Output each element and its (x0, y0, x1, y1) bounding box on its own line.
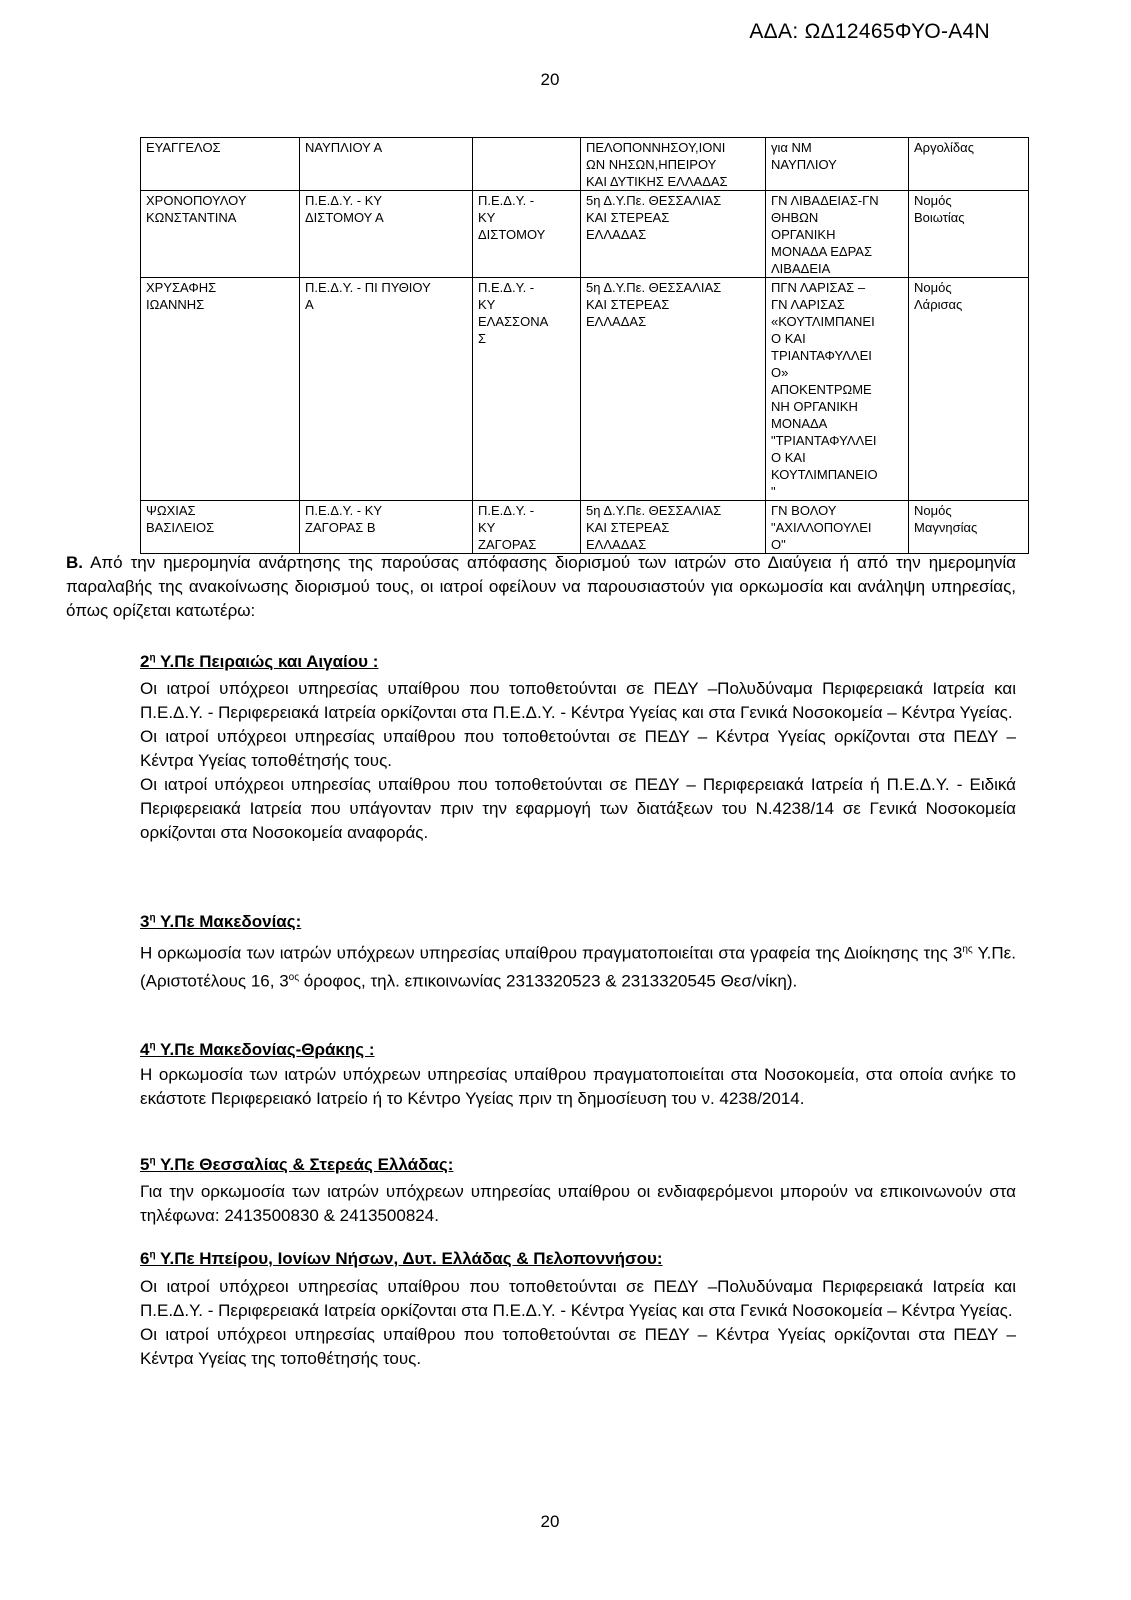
cell-line: ΠΓΝ ΛΑΡΙΣΑΣ – (771, 280, 866, 295)
table-cell (473, 278, 581, 501)
table-cell (141, 501, 300, 554)
region-3-body (140, 938, 1016, 993)
table-cell (581, 501, 766, 554)
cell-line: ΧΡΟΝΟΠΟΥΛΟΥ (146, 193, 247, 208)
cell-line: Νομός (914, 280, 952, 295)
region-3-paragraph: Η ορκωμοσία των ιατρών υπόχρεων υπηρεσίας υπαίθρου πραγματοποιείται στα γραφεία της Διοίκησης της $3^{\eta\varsigma}$ Υ.Πε. (Αριστοτέλους 16, $3^{o\varsigma}$ όροφος, τηλ. επικοινωνίας 2313320523 & 2313320545 Θεσ/νίκη). (140, 943, 1016, 991)
table-cell (300, 138, 473, 191)
cell-line: Ο ΚΑΙ (771, 450, 806, 465)
cell-line: ΕΛΛΑΔΑΣ (586, 537, 647, 552)
cell-line: ΚΥ (478, 210, 496, 225)
table-cell (141, 138, 300, 191)
cell-line: ΨΩΧΙΑΣ (146, 503, 196, 518)
table-cell (141, 191, 300, 278)
region-2-number: 2 (140, 652, 150, 671)
page-number-top: 20 (540, 70, 560, 89)
cell-line: ΚΑΙ ΣΤΕΡΕΑΣ (586, 297, 670, 312)
region-4-number: 4 (140, 1040, 150, 1059)
table-cell (909, 278, 1029, 501)
cell-line: ΑΠΟΚΕΝΤΡΩΜΕ (771, 382, 872, 397)
table-row (141, 138, 1029, 191)
cell-line: ΓΝ ΛΙΒΑΔΕΙΑΣ-ΓΝ (771, 193, 879, 208)
region-6-paragraph: Οι ιατροί υπόχρεοι υπηρεσίας υπαίθρου που τοποθετούνται σε ΠΕΔΥ –Πολυδύναμα Περιφερειακά Ιατρεία και Π.Ε.Δ.Υ. - Περιφερειακά Ιατρεία ορκίζονται στα Π.Ε.Δ.Υ. - Κέντρα Υγείας και στα Γενικά Νοσοκομεία – Κέντρα Υγείας. (140, 1277, 1016, 1320)
table-cell (473, 191, 581, 278)
table-cell (909, 191, 1029, 278)
table-cell (300, 278, 473, 501)
region-6-body (140, 1275, 1016, 1371)
cell-line: ΕΥΑΓΓΕΛΟΣ (146, 140, 221, 155)
table-row (141, 501, 1029, 554)
region-2-paragraph: Οι ιατροί υπόχρεοι υπηρεσίας υπαίθρου που τοποθετούνται σε ΠΕΔΥ – Κέντρα Υγείας ορκίζονται στα ΠΕΔΥ – Κέντρα Υγείας τοποθέτησής τους. (140, 727, 1016, 770)
region-4-paragraph: Η ορκωμοσία των ιατρών υπόχρεων υπηρεσίας υπαίθρου πραγματοποιείται στα Νοσοκομεία, στα οποία ανήκε το εκάστοτε Περιφερειακό Ιατρείο ή το Κέντρο Υγείας πριν τη δημοσίευση του ν. 4238/2014. (140, 1065, 1016, 1108)
cell-line: ΝΑΥΠΛΙΟΥ (771, 157, 837, 172)
cell-line: ΚΑΙ ΣΤΕΡΕΑΣ (586, 210, 670, 225)
cell-line: Νομός (914, 193, 952, 208)
cell-line: Π.Ε.Δ.Υ. - (478, 503, 535, 518)
cell-line: ΓΝ ΒΟΛΟΥ (771, 503, 837, 518)
cell-line: ΝΑΥΠΛΙΟΥ Α (305, 140, 383, 155)
cell-line: ΤΡΙΑΝΤΑΦΥΛΛΕΙ (771, 348, 872, 363)
cell-line: ΝΗ ΟΡΓΑΝΙΚΗ (771, 399, 858, 414)
cell-line: Π.Ε.Δ.Υ. - (478, 280, 535, 295)
cell-line: "ΤΡΙΑΝΤΑΦΥΛΛΕΙ (771, 433, 877, 448)
region-2-heading (140, 652, 378, 672)
cell-line: Λάρισας (914, 297, 963, 312)
cell-line: ΕΛΛΑΔΑΣ (586, 227, 647, 242)
cell-line: ΓΝ ΛΑΡΙΣΑΣ (771, 297, 845, 312)
cell-line: Π.Ε.Δ.Υ. - ΠΙ ΠΥΘΙΟΥ (305, 280, 431, 295)
cell-line: για ΝΜ (771, 140, 812, 155)
cell-line: Αργολίδας (914, 140, 974, 155)
cell-line: "ΑΧΙΛΛΟΠΟΥΛΕΙ (771, 520, 872, 535)
section-b-lead: Β. (66, 553, 83, 572)
section-b-text: Από την ημερομηνία ανάρτησης της παρούσας απόφασης διορισμού των ιατρών στο Διαύγεια ή από την ημερομηνία παραλαβής της ανακοίνωσης διορισμού τους, οι ιατροί οφείλουν να παρουσιαστούν για ορκωμοσία και ανάληψη υπηρεσίας, όπως ορίζεται κατωτέρω: (66, 553, 1016, 620)
table-cell (909, 138, 1029, 191)
cell-line: ΜΟΝΑΔΑ ΕΔΡΑΣ (771, 244, 873, 259)
table-cell (766, 278, 909, 501)
region-2-sup: η (149, 652, 156, 664)
region-4-sup: η (149, 1040, 156, 1052)
cell-line: Α (305, 297, 314, 312)
region-5-sup: η (149, 1155, 156, 1167)
cell-line: ΕΛΛΑΔΑΣ (586, 314, 647, 329)
cell-line: 5η Δ.Υ.Πε. ΘΕΣΣΑΛΙΑΣ (586, 503, 722, 518)
cell-line: " (771, 484, 776, 499)
region-3-sup: η (149, 912, 156, 924)
cell-line: ΒΑΣΙΛΕΙΟΣ (146, 520, 215, 535)
page-number-bottom: 20 (540, 1512, 560, 1531)
cell-line: ΧΡΥΣΑΦΗΣ (146, 280, 217, 295)
region-2-paragraph: Οι ιατροί υπόχρεοι υπηρεσίας υπαίθρου που τοποθετούνται σε ΠΕΔΥ –Πολυδύναμα Περιφερειακά Ιατρεία και Π.Ε.Δ.Υ. - Περιφερειακά Ιατρεία ορκίζονται στα Π.Ε.Δ.Υ. - Κέντρα Υγείας και στα Γενικά Νοσοκομεία – Κέντρα Υγείας. (140, 679, 1016, 722)
region-5-title: Υ.Πε Θεσσαλίας & Στερεάς Ελλάδας: (155, 1155, 454, 1174)
region-6-number: 6 (140, 1249, 150, 1268)
cell-line: Π.Ε.Δ.Υ. - ΚΥ (305, 193, 383, 208)
section-b (66, 551, 1016, 623)
table-cell (581, 278, 766, 501)
table-cell (581, 138, 766, 191)
region-4-heading (140, 1040, 375, 1060)
cell-line: 5η Δ.Υ.Πε. ΘΕΣΣΑΛΙΑΣ (586, 280, 722, 295)
cell-line: Μαγνησίας (914, 520, 978, 535)
region-6-paragraph: Οι ιατροί υπόχρεοι υπηρεσίας υπαίθρου που τοποθετούνται σε ΠΕΔΥ – Κέντρα Υγείας ορκίζονται στα ΠΕΔΥ – Κέντρα Υγείας της τοποθέτησής τους. (140, 1325, 1016, 1368)
cell-line: ΔΙΣΤΟΜΟΥ (478, 227, 546, 242)
cell-line: ΚΑΙ ΔΥΤΙΚΗΣ ΕΛΛΑΔΑΣ (586, 174, 728, 189)
cell-line: Σ (478, 331, 487, 346)
region-4-body (140, 1063, 1016, 1111)
cell-line: ΚΩΝΣΤΑΝΤΙΝΑ (146, 210, 237, 225)
table-cell (300, 191, 473, 278)
table-cell (581, 191, 766, 278)
region-5-body (140, 1180, 1016, 1228)
cell-line: ΩΝ ΝΗΣΩΝ,ΗΠΕΙΡΟΥ (586, 157, 717, 172)
section-b-paragraph (66, 551, 1016, 623)
cell-line: ΚΟΥΤΛΙΜΠΑΝΕΙΟ (771, 467, 878, 482)
table-row (141, 191, 1029, 278)
cell-line: «ΚΟΥΤΛΙΜΠΑΝΕΙ (771, 314, 875, 329)
cell-line: Ο" (771, 537, 786, 552)
cell-line: ΕΛΑΣΣΟΝΑ (478, 314, 549, 329)
table-cell (766, 501, 909, 554)
cell-line: ΟΡΓΑΝΙΚΗ (771, 227, 836, 242)
table-row (141, 278, 1029, 501)
cell-line: ΚΥ (478, 520, 496, 535)
cell-line: Ο ΚΑΙ (771, 331, 806, 346)
region-5-heading (140, 1155, 453, 1175)
region-4-title: Υ.Πε Μακεδονίας-Θράκης : (155, 1040, 375, 1059)
cell-line: ΚΥ (478, 297, 496, 312)
cell-line: ΘΗΒΩΝ (771, 210, 819, 225)
cell-line: ΠΕΛΟΠΟΝΝΗΣΟΥ,ΙΟΝΙ (586, 140, 726, 155)
region-2-body (140, 677, 1016, 845)
region-6-heading (140, 1249, 663, 1269)
table-cell (473, 138, 581, 191)
cell-line: Νομός (914, 503, 952, 518)
region-3-heading (140, 912, 301, 932)
table-cell (300, 501, 473, 554)
cell-line: ΙΩΑΝΝΗΣ (146, 297, 205, 312)
table-cell (473, 501, 581, 554)
cell-line: ΜΟΝΑΔΑ (771, 416, 828, 431)
region-2-title: Υ.Πε Πειραιώς και Αιγαίου : (155, 652, 379, 671)
region-6-title: Υ.Πε Ηπείρου, Ιονίων Νήσων, Δυτ. Ελλάδας & Πελοποννήσου: (155, 1249, 663, 1268)
cell-line: ΖΑΓΟΡΑΣ (478, 537, 537, 552)
cell-line: ΚΑΙ ΣΤΕΡΕΑΣ (586, 520, 670, 535)
appointments-table (140, 137, 1029, 554)
region-3-number: 3 (140, 912, 150, 931)
cell-line: Ο» (771, 365, 789, 380)
ada-code: ΑΔΑ: ΩΔ12465ΦΥΟ-Α4Ν (749, 20, 990, 43)
cell-line: Π.Ε.Δ.Υ. - ΚΥ (305, 503, 383, 518)
cell-line: ΔΙΣΤΟΜΟΥ Α (305, 210, 384, 225)
cell-line: Π.Ε.Δ.Υ. - (478, 193, 535, 208)
cell-line: 5η Δ.Υ.Πε. ΘΕΣΣΑΛΙΑΣ (586, 193, 722, 208)
table-cell (141, 278, 300, 501)
cell-line: Βοιωτίας (914, 210, 965, 225)
cell-line: ΖΑΓΟΡΑΣ Β (305, 520, 376, 535)
table-cell (909, 501, 1029, 554)
region-5-paragraph: Για την ορκωμοσία των ιατρών υπόχρεων υπηρεσίας υπαίθρου οι ενδιαφερόμενοι μπορούν να επικοινωνούν στα τηλέφωνα: 2413500830 & 2413500824. (140, 1182, 1016, 1225)
region-3-title: Υ.Πε Μακεδονίας: (155, 912, 302, 931)
cell-line: ΛΙΒΑΔΕΙΑ (771, 261, 831, 276)
table-cell (766, 191, 909, 278)
region-6-sup: η (149, 1249, 156, 1261)
table-cell (766, 138, 909, 191)
region-2-paragraph: Οι ιατροί υπόχρεοι υπηρεσίας υπαίθρου που τοποθετούνται σε ΠΕΔΥ – Περιφερειακά Ιατρεία ή Π.Ε.Δ.Υ. - Ειδικά Περιφερειακά Ιατρεία που υπάγονταν πριν την εφαρμογή των διατάξεων του Ν.4238/14 σε Γενικά Νοσοκομεία ορκίζονται στα Νοσοκομεία αναφοράς. (140, 775, 1016, 842)
region-5-number: 5 (140, 1155, 150, 1174)
